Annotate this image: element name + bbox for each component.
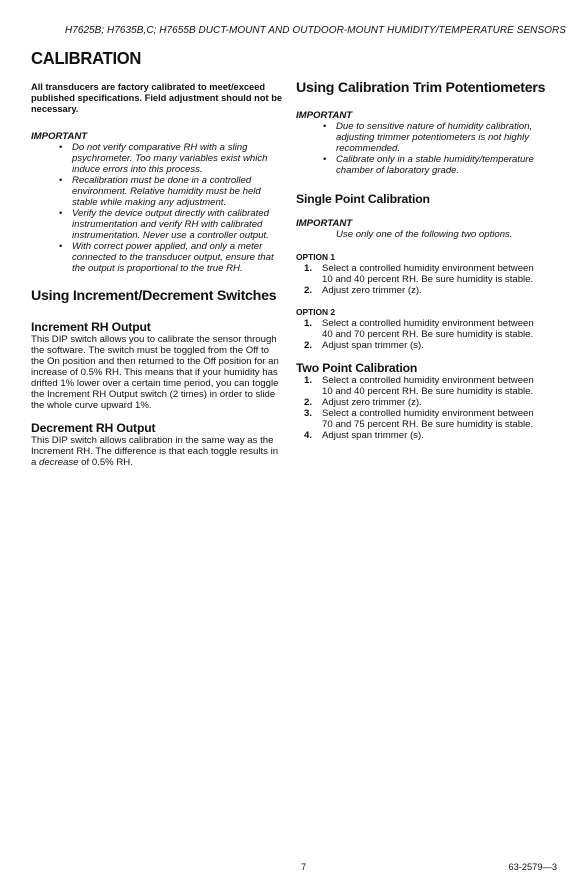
option-2-steps	[296, 318, 546, 351]
list-item: 2. Adjust zero trimmer (z).	[304, 397, 422, 408]
single-point-heading: Single Point Calibration	[296, 192, 430, 206]
important-label: IMPORTANT	[296, 110, 353, 121]
list-item: 3. Select a controlled humidity environment between 70 and 75 percent RH. Be sure humidity is stable.	[304, 408, 534, 430]
list-item: 1. Select a controlled humidity environment between 10 and 40 percent RH. Be sure humidity is stable.	[304, 263, 534, 285]
list-item: 2. Adjust span trimmer (s).	[304, 340, 424, 351]
page-number: 7	[301, 862, 307, 872]
two-point-steps	[296, 375, 546, 441]
switches-heading: Using Increment/Decrement Switches	[31, 287, 277, 304]
trim-heading: Using Calibration Trim Potentiometers	[296, 80, 546, 96]
document-number: 63-2579—3	[508, 862, 557, 872]
option-2-label: OPTION 2	[296, 307, 336, 317]
single-important-label: IMPORTANT	[296, 218, 353, 229]
list-item: 1. Select a controlled humidity environment between 10 and 40 percent RH. Be sure humidity is stable.	[304, 375, 534, 397]
increment-text: This DIP switch allows you to calibrate the sensor through the software. The switch must be toggled from the Off to the On position and then returned to the Off position for an increase of 0.5% RH. This means that if your humidity has drifted 1% lower over a certain time period, you can toggle the Increment RH Output switch (2 times) in order to slide the whole curve upward 1%.	[31, 333, 279, 411]
intro-text: All transducers are factory calibrated to meet/exceed published specifications. Field adjustment should not be necessary.	[31, 82, 283, 115]
list-item: 1. Select a controlled humidity environment between 40 and 70 percent RH. Be sure humidity is stable.	[304, 318, 534, 340]
list-item: • Calibrate only in a stable humidity/temperature chamber of laboratory grade.	[296, 154, 546, 176]
decrement-text: This DIP switch allows calibration in the same way as the Increment RH. The difference is that each toggle results in a decrease of 0.5% RH.	[31, 434, 279, 468]
important-label: IMPORTANT	[31, 130, 88, 142]
option-1-label: OPTION 1	[296, 252, 336, 262]
list-item: 4. Adjust span trimmer (s).	[304, 430, 424, 441]
list-item: • Verify the device output directly with calibrated instrumentation and verify RH with calibrated instrumentation. Never use a controller output.	[31, 208, 283, 241]
list-item: 2. Adjust zero trimmer (z).	[304, 285, 422, 296]
two-point-heading: Two Point Calibration	[296, 361, 418, 375]
increment-heading: Increment RH Output	[31, 319, 151, 334]
trim-important-list	[296, 121, 546, 176]
list-item: • Do not verify comparative RH with a sling psychrometer. Too many variables exist which induce errors into this process.	[31, 142, 283, 175]
left-column	[31, 80, 283, 468]
important-list	[31, 142, 283, 274]
list-item: • With correct power applied, and only a meter connected to the transducer output, ensure that the output is proportional to the true RH.	[31, 241, 283, 274]
right-column	[296, 80, 546, 441]
option-1-steps	[296, 263, 546, 296]
list-item: • Due to sensitive nature of humidity calibration, adjusting trimmer potentiometers is not highly recommended.	[296, 121, 546, 154]
decrement-heading: Decrement RH Output	[31, 420, 156, 435]
decrease-emphasis: decrease	[39, 456, 79, 468]
single-important-text: Use only one of the following two options.	[336, 229, 513, 240]
page-title: CALIBRATION	[31, 48, 142, 68]
list-item: • Recalibration must be done in a controlled environment. Relative humidity must be held stable while making any adjustment.	[31, 175, 283, 208]
running-header: H7625B; H7635B,C; H7655B DUCT-MOUNT AND OUTDOOR-MOUNT HUMIDITY/TEMPERATURE SENSORS	[64, 25, 566, 36]
